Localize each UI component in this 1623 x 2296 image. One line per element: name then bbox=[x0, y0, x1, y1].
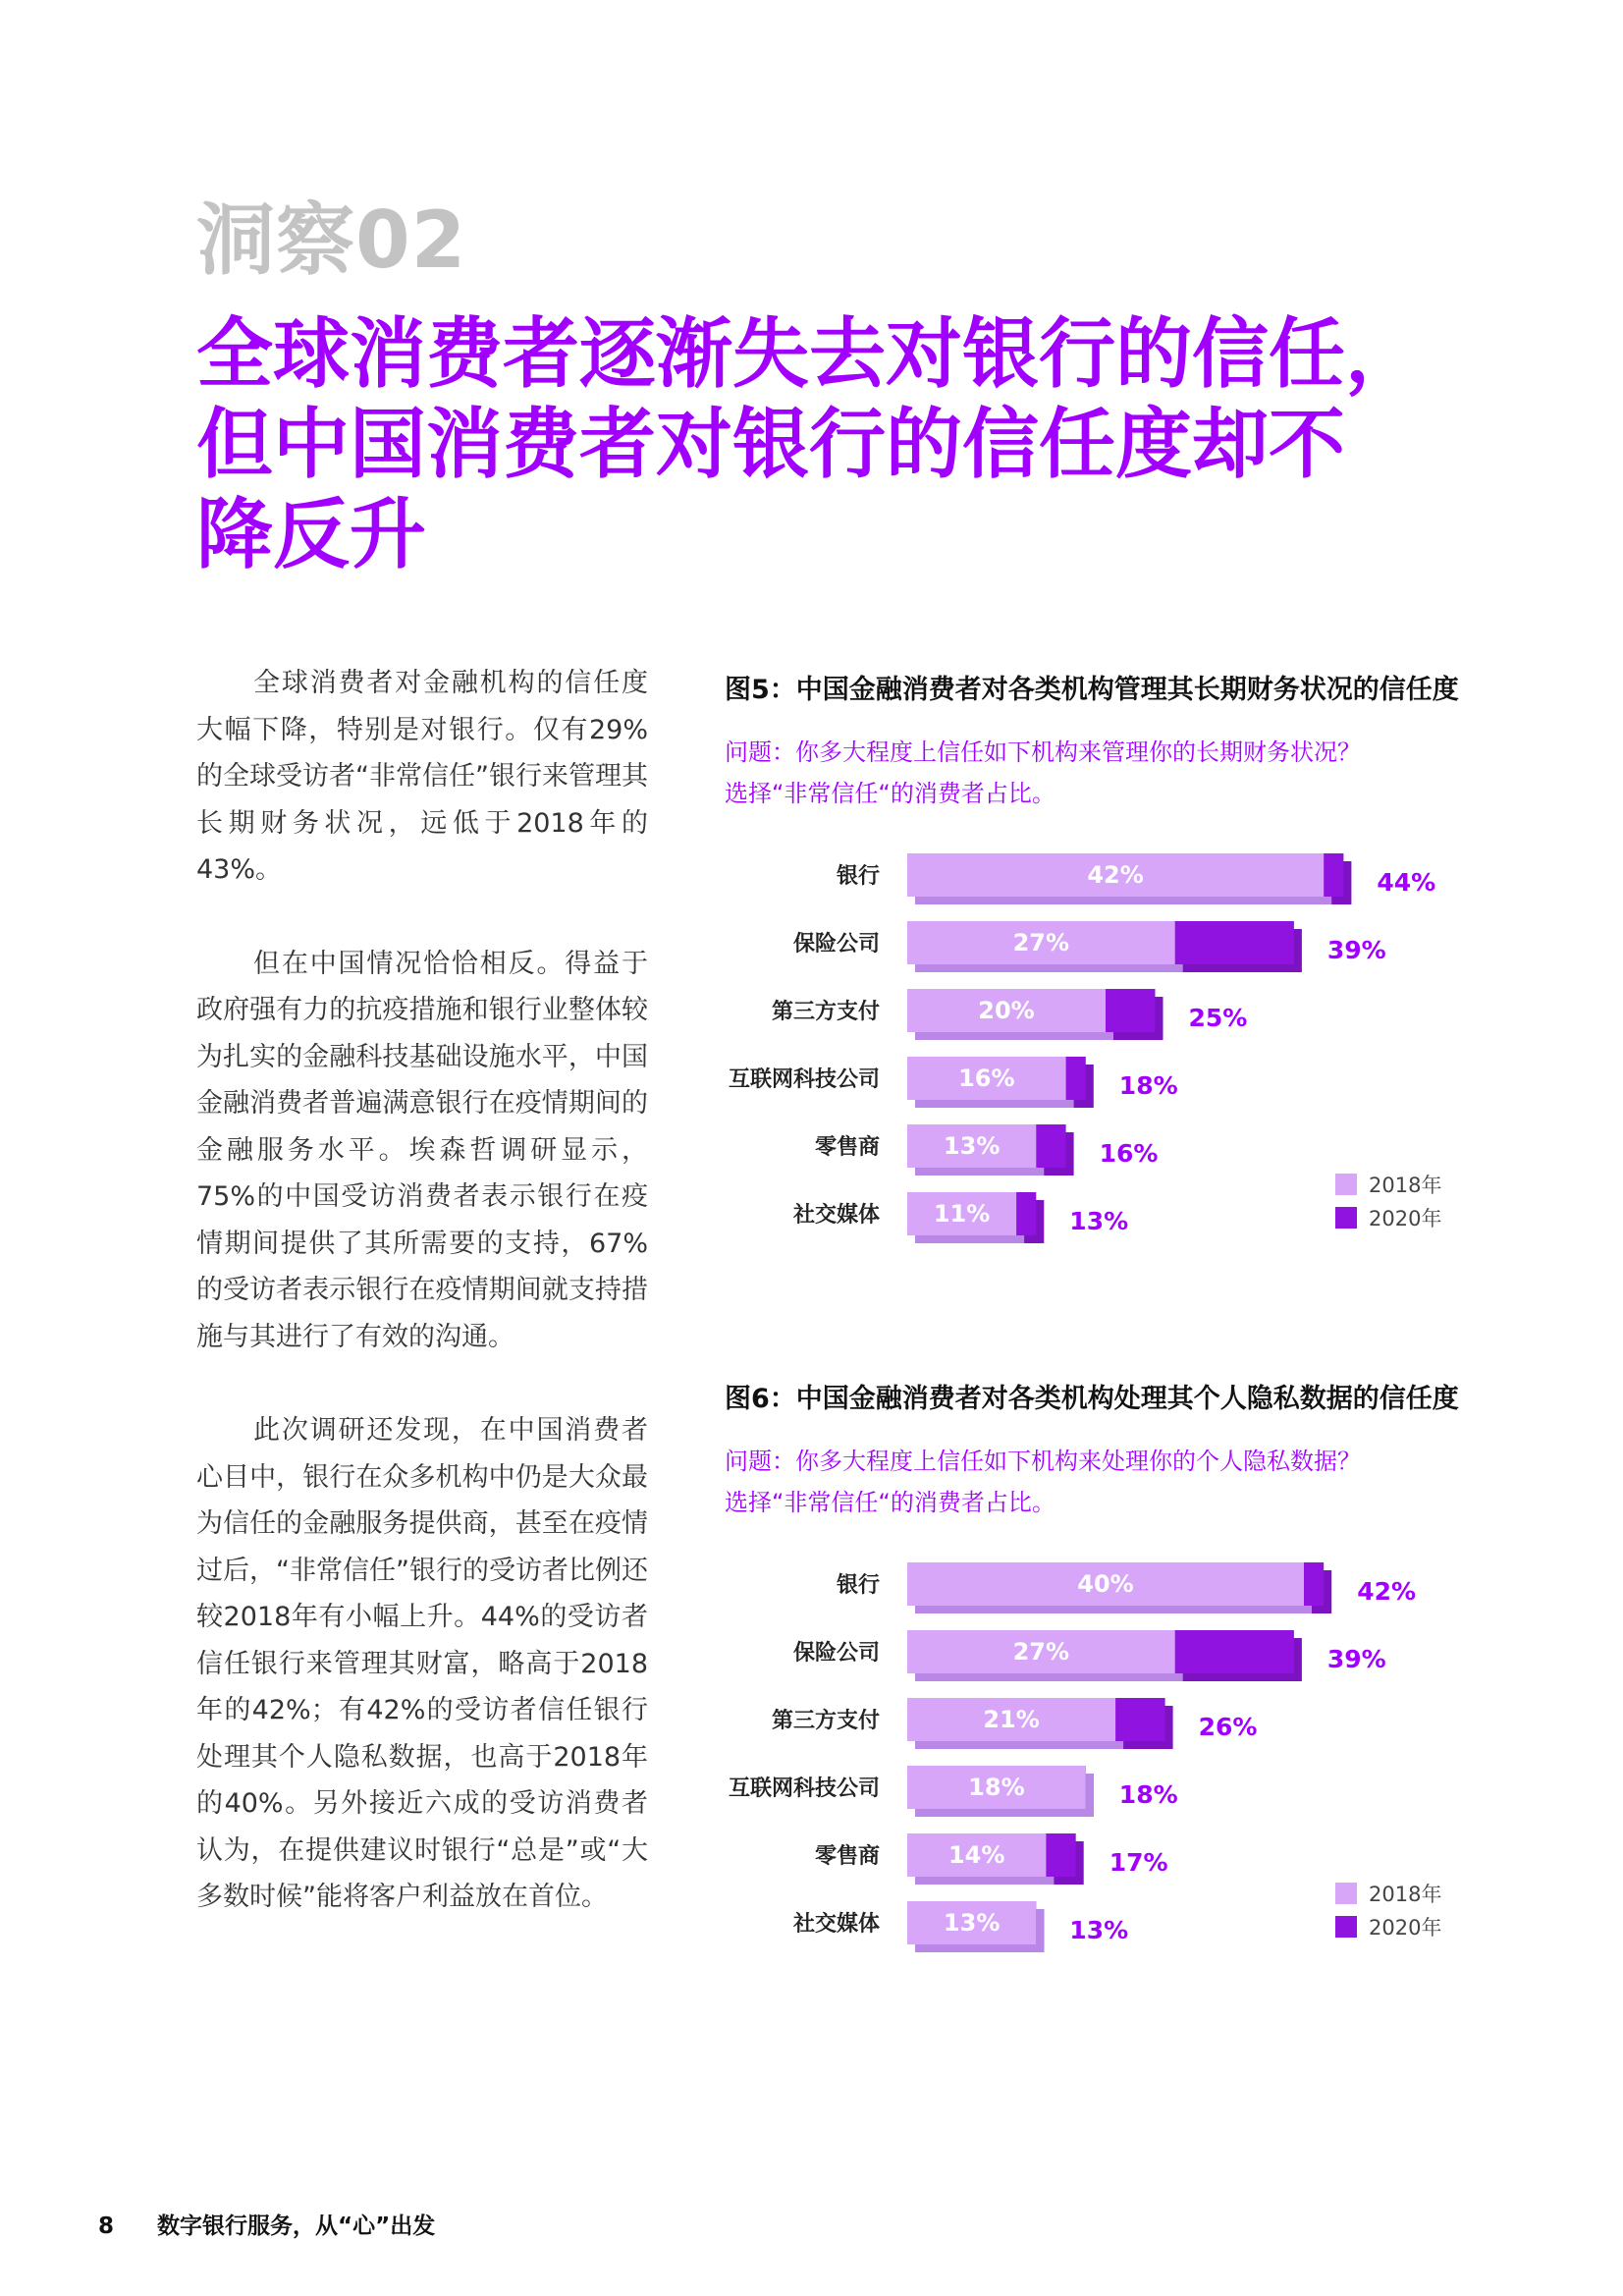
data-label-2020: 18% bbox=[1118, 1071, 1178, 1100]
data-label-2020: 13% bbox=[1069, 1207, 1129, 1235]
data-label-2018: 40% bbox=[1077, 1570, 1134, 1598]
headline-line: 但中国消费者对银行的信任度却不 bbox=[196, 401, 1346, 489]
footer-title: 数字银行服务，从“心”出发 bbox=[157, 2214, 436, 2239]
category-label: 社交媒体 bbox=[792, 1203, 880, 1228]
bar-row bbox=[772, 1698, 1257, 1749]
figure-title: 图6：中国金融消费者对各类机构处理其个人隐私数据的信任度 bbox=[725, 1384, 1459, 1414]
page-footer bbox=[98, 2208, 435, 2240]
legend-swatch bbox=[1335, 1207, 1357, 1229]
trust-bar-chart bbox=[725, 1558, 1540, 1971]
data-label-2020: 13% bbox=[1069, 1916, 1129, 1944]
bar-row bbox=[792, 1901, 1128, 1952]
data-label-2018: 18% bbox=[968, 1774, 1025, 1801]
body-paragraph: 此次调研还发现，在中国消费者心目中，银行在众多机构中仍是大众最为信任的金融服务提供商，甚至在疫情过后，“非常信任”银行的受访者比例还较2018年有小幅上升。44%的受访者信任银行来管理其财富，略高于2018年的42%；有42%的受访者信任银行处理其个人隐私数据，也高于2018年的40%。另外接近六成的受访消费者认为，在提供建议时银行“总是”或“大多数时候”能将客户利益放在首位。 bbox=[196, 1415, 648, 1912]
bar-row bbox=[729, 1766, 1178, 1817]
figure-title: 图5：中国金融消费者对各类机构管理其长期财务状况的信任度 bbox=[725, 675, 1459, 705]
category-label: 银行 bbox=[836, 864, 880, 889]
legend-label: 2018年 bbox=[1369, 1883, 1442, 1906]
bar-row bbox=[837, 853, 1435, 904]
data-label-2018: 11% bbox=[933, 1200, 991, 1228]
headline-line: 降反升 bbox=[196, 491, 427, 579]
category-label: 银行 bbox=[836, 1573, 880, 1598]
category-label: 社交媒体 bbox=[792, 1912, 880, 1937]
question-note: 选择“非常信任“的消费者占比。 bbox=[725, 780, 1055, 807]
section-eyebrow: 洞察02 bbox=[196, 194, 467, 286]
question-note: 选择“非常信任“的消费者占比。 bbox=[725, 1489, 1055, 1516]
data-label-2020: 26% bbox=[1198, 1713, 1258, 1741]
category-label: 零售商 bbox=[814, 1844, 880, 1869]
data-label-2020: 18% bbox=[1118, 1780, 1178, 1809]
data-label-2020: 25% bbox=[1188, 1004, 1248, 1032]
body-paragraph: 全球消费者对金融机构的信任度大幅下降，特别是对银行。仅有29%的全球受访者“非常信任”银行来管理其长期财务状况，远低于2018年的43%。 bbox=[196, 668, 648, 885]
data-label-2020: 39% bbox=[1326, 936, 1386, 964]
bar-row bbox=[815, 1833, 1168, 1885]
figure-question bbox=[725, 1441, 1540, 1523]
body-text-column bbox=[196, 660, 648, 1968]
data-label-2020: 17% bbox=[1109, 1848, 1168, 1877]
data-label-2018: 27% bbox=[1012, 929, 1070, 957]
question-text: 问题：你多大程度上信任如下机构来管理你的长期财务状况？ bbox=[725, 738, 1361, 766]
page-headline bbox=[196, 309, 1424, 580]
data-label-2018: 13% bbox=[943, 1909, 1001, 1937]
data-label-2018: 13% bbox=[943, 1132, 1001, 1160]
figure-6 bbox=[725, 1377, 1540, 1971]
data-label-2018: 27% bbox=[1012, 1638, 1070, 1666]
bar-row bbox=[793, 1630, 1386, 1681]
figure-5 bbox=[725, 668, 1540, 1262]
legend-swatch bbox=[1335, 1883, 1357, 1904]
category-label: 第三方支付 bbox=[771, 1000, 880, 1024]
category-label: 第三方支付 bbox=[771, 1709, 880, 1733]
legend-label: 2020年 bbox=[1369, 1916, 1442, 1940]
category-label: 互联网科技公司 bbox=[728, 1777, 880, 1801]
trust-bar-chart bbox=[725, 849, 1540, 1262]
legend-swatch bbox=[1335, 1916, 1357, 1938]
data-label-2018: 21% bbox=[983, 1706, 1040, 1733]
data-label-2018: 42% bbox=[1087, 861, 1144, 889]
bar-row bbox=[772, 989, 1247, 1040]
data-label-2018: 14% bbox=[947, 1841, 1005, 1869]
data-label-2018: 16% bbox=[958, 1065, 1015, 1092]
data-label-2020: 42% bbox=[1357, 1577, 1417, 1606]
headline-line: 全球消费者逐渐失去对银行的信任， bbox=[196, 310, 1423, 399]
data-label-2020: 39% bbox=[1326, 1645, 1386, 1673]
chart-svg bbox=[725, 1558, 1540, 1971]
category-label: 保险公司 bbox=[792, 932, 880, 957]
bar-row bbox=[815, 1124, 1158, 1175]
question-text: 问题：你多大程度上信任如下机构来处理你的个人隐私数据？ bbox=[725, 1448, 1361, 1475]
page-number: 8 bbox=[98, 2214, 115, 2239]
category-label: 互联网科技公司 bbox=[728, 1067, 880, 1092]
chart-svg bbox=[725, 849, 1540, 1262]
data-label-2020: 16% bbox=[1099, 1139, 1159, 1168]
bar-row bbox=[793, 921, 1386, 972]
bar-row bbox=[729, 1057, 1178, 1108]
figure-question bbox=[725, 732, 1540, 814]
bar-row bbox=[792, 1192, 1128, 1243]
data-label-2020: 44% bbox=[1377, 868, 1436, 897]
bar-row bbox=[837, 1562, 1416, 1613]
legend-label: 2020年 bbox=[1369, 1207, 1442, 1230]
category-label: 零售商 bbox=[814, 1135, 880, 1160]
legend-swatch bbox=[1335, 1174, 1357, 1195]
body-paragraph: 但在中国情况恰恰相反。得益于政府强有力的抗疫措施和银行业整体较为扎实的金融科技基础设施水平，中国金融消费者普遍满意银行在疫情期间的金融服务水平。埃森哲调研显示，75%的中国受访消费者表示银行在疫情期间提供了其所需要的支持，67%的受访者表示银行在疫情期间就支持措施与其进行了有效的沟通。 bbox=[196, 948, 648, 1352]
category-label: 保险公司 bbox=[792, 1641, 880, 1666]
data-label-2018: 20% bbox=[978, 997, 1035, 1024]
legend-label: 2018年 bbox=[1369, 1174, 1442, 1197]
